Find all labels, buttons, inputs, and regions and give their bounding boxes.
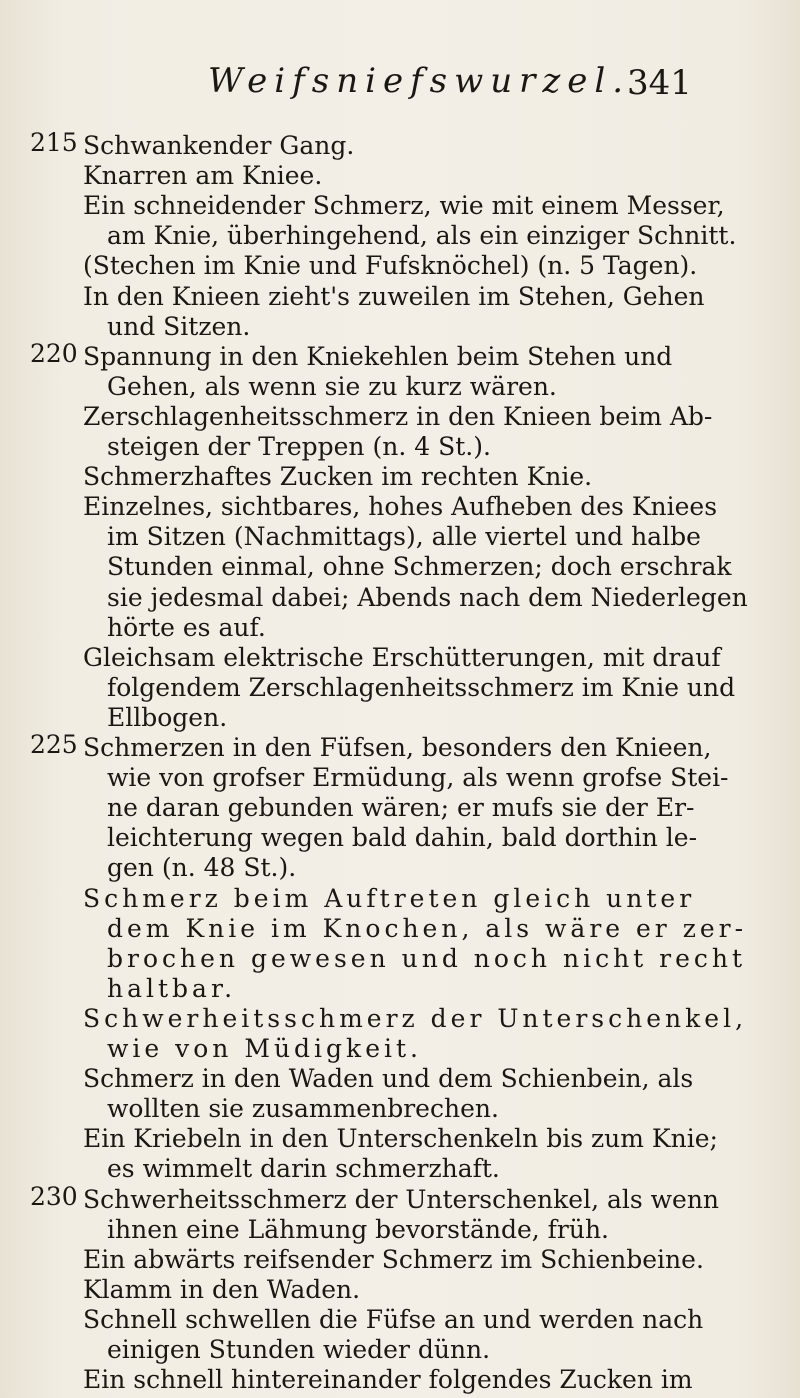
entry-number: 230 [30,1182,78,1211]
text-line: Spannung in den Kniekehlen beim Stehen und [83,342,673,371]
text-line: Ein schneidender Schmerz, wie mit einem Messer, [83,191,725,220]
text-line: Ein Kriebeln in den Unterschenkeln bis zum Knie; [83,1124,718,1153]
text-line: folgendem Zerschlagenheitsschmerz im Knie und [107,673,736,702]
text-line: ne daran gebunden wären; er mufs sie der Er- [107,793,695,822]
text-line: Knarren am Kniee. [83,161,323,190]
text-line-emphasized: Schmerz beim Auftreten gleich unter [83,884,696,913]
text-line: (Stechen im Knie und Fufsknöchel) (n. 5 Tagen). [83,251,698,280]
text-line: Schmerz in den Waden und dem Schienbein, als [83,1064,694,1093]
running-title: Weifsniefswurzel. [208,61,631,101]
text-line-emphasized: haltbar. [107,974,237,1003]
text-line: gen (n. 48 St.). [107,853,297,882]
text-line: ihnen eine Lähmung bevorstände, früh. [107,1215,609,1244]
text-line: steigen der Treppen (n. 4 St.). [107,432,491,461]
text-line: Schmerzen in den Füfsen, besonders den Knieen, [83,733,712,762]
text-line: Ein schnell hintereinander folgendes Zucken im [83,1365,693,1394]
text-line: Ein abwärts reifsender Schmerz im Schienbeine. [83,1245,704,1274]
text-line: Stunden einmal, ohne Schmerzen; doch erschrak [107,552,732,581]
text-line: Schwerheitsschmerz der Unterschenkel, als wenn [83,1185,720,1214]
text-line: wie von grofser Ermüdung, als wenn grofse Stei- [107,763,729,792]
entry-number: 225 [30,730,78,759]
text-line: In den Knieen zieht's zuweilen im Stehen, Gehen [83,282,705,311]
text-line-emphasized: dem Knie im Knochen, als wäre er zer- [107,914,748,943]
page-header [0,55,800,105]
entry-number: 215 [30,128,78,157]
text-line: leichterung wegen bald dahin, bald dorthin le- [107,823,698,852]
text-line: hörte es auf. [107,613,266,642]
text-line: Ellbogen. [107,703,228,732]
text-line: Schnell schwellen die Füfse an und werden nach [83,1305,704,1334]
text-line: am Knie, überhingehend, als ein einziger Schnitt. [107,221,737,250]
text-line: im Sitzen (Nachmittags), alle viertel und halbe [107,522,701,551]
text-line: einigen Stunden wieder dünn. [107,1335,491,1364]
text-line: es wimmelt darin schmerzhaft. [107,1154,500,1183]
text-line: sie jedesmal dabei; Abends nach dem Niederlegen [107,583,748,612]
text-line-emphasized: Schwerheitsschmerz der Unterschenkel, [83,1004,748,1033]
text-line: wollten sie zusammenbrechen. [107,1094,499,1123]
text-line: Klamm in den Waden. [83,1275,361,1304]
text-line: Schwankender Gang. [83,131,355,160]
text-line: Gleichsam elektrische Erschütterungen, mit drauf [83,643,721,672]
text-line: und Sitzen. [107,312,251,341]
text-line-emphasized: wie von Müdigkeit. [107,1034,422,1063]
text-line-emphasized: brochen gewesen und noch nicht recht [107,944,747,973]
text-line: Zerschlagenheitsschmerz in den Knieen beim Ab- [83,402,713,431]
entry-number: 220 [30,339,78,368]
page-number: 341 [627,63,692,103]
text-line: Schmerzhaftes Zucken im rechten Knie. [83,462,593,491]
text-line: Gehen, als wenn sie zu kurz wären. [107,372,557,401]
text-line: Einzelnes, sichtbares, hohes Aufheben des Kniees [83,492,718,521]
